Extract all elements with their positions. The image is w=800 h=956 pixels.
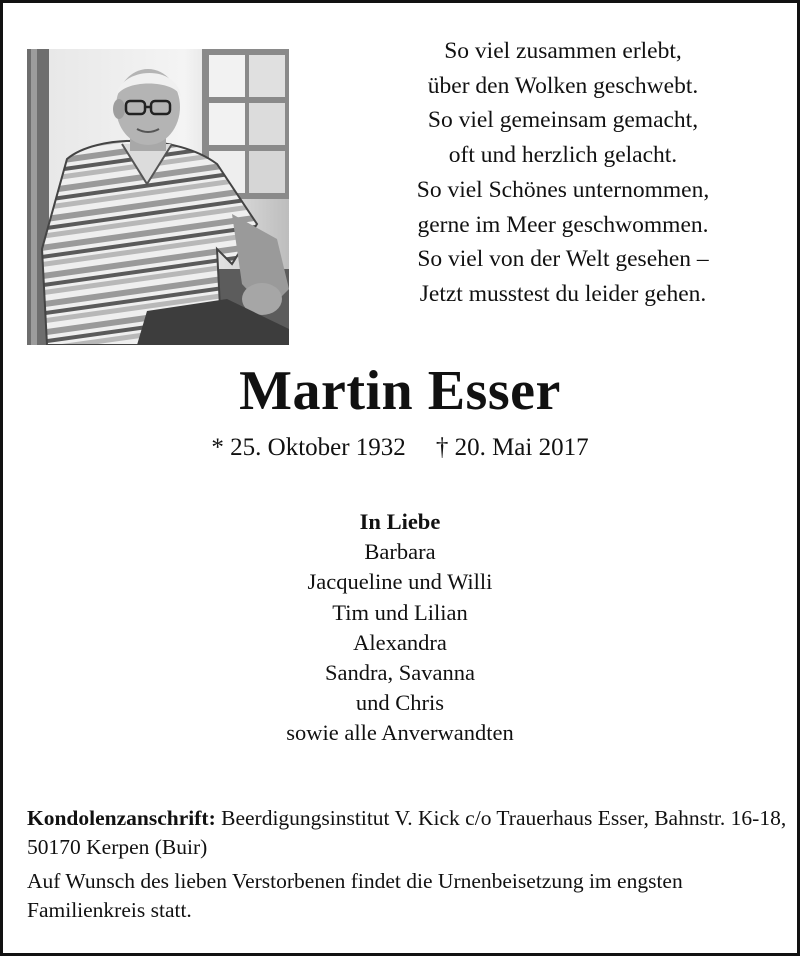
poem-line: gerne im Meer geschwommen. <box>417 211 709 238</box>
condolence-address <box>27 804 787 862</box>
portrait-photo <box>27 49 289 345</box>
burial-note: Auf Wunsch des lieben Verstorbenen findet die Urnenbeisetzung im engsten Familienkreis statt. <box>27 869 683 922</box>
family-member: Barbara <box>364 539 436 565</box>
family-member: Alexandra <box>353 629 447 655</box>
poem-line: So viel Schönes unternommen, <box>416 176 710 203</box>
condolence-label: Kondolenzanschrift: <box>27 806 216 830</box>
poem-line: über den Wolken geschwebt. <box>427 72 699 99</box>
poem <box>343 34 783 312</box>
family-member: Sandra, Savanna <box>325 660 475 686</box>
condolence-text: Beerdigungsinstitut V. Kick c/o Trauerhaus Esser, Bahnstr. 16-18, 50170 Kerpen (Buir) <box>27 806 787 859</box>
death-date: † 20. Mai 2017 <box>435 434 589 461</box>
deceased-name: Martin Esser <box>239 360 561 422</box>
footer <box>27 804 787 925</box>
family-heading: In Liebe <box>359 509 441 534</box>
poem-line: So viel von der Welt gesehen – <box>417 246 709 273</box>
family-member: Jacqueline und Willi <box>307 569 493 595</box>
portrait-photo-icon <box>27 49 289 345</box>
poem-line: oft und herzlich gelacht. <box>448 142 678 169</box>
poem-line: So viel gemeinsam gemacht, <box>427 107 699 134</box>
family-member: sowie alle Anverwandten <box>286 720 514 746</box>
birth-date: * 25. Oktober 1932 <box>211 434 406 461</box>
life-dates <box>3 431 797 465</box>
family-member: Tim und Lilian <box>332 599 468 625</box>
poem-line: Jetzt musstest du leider gehen. <box>419 280 707 307</box>
family-list <box>3 507 797 749</box>
family-member: und Chris <box>355 690 445 716</box>
poem-line: So viel zusammen erlebt, <box>444 38 682 64</box>
